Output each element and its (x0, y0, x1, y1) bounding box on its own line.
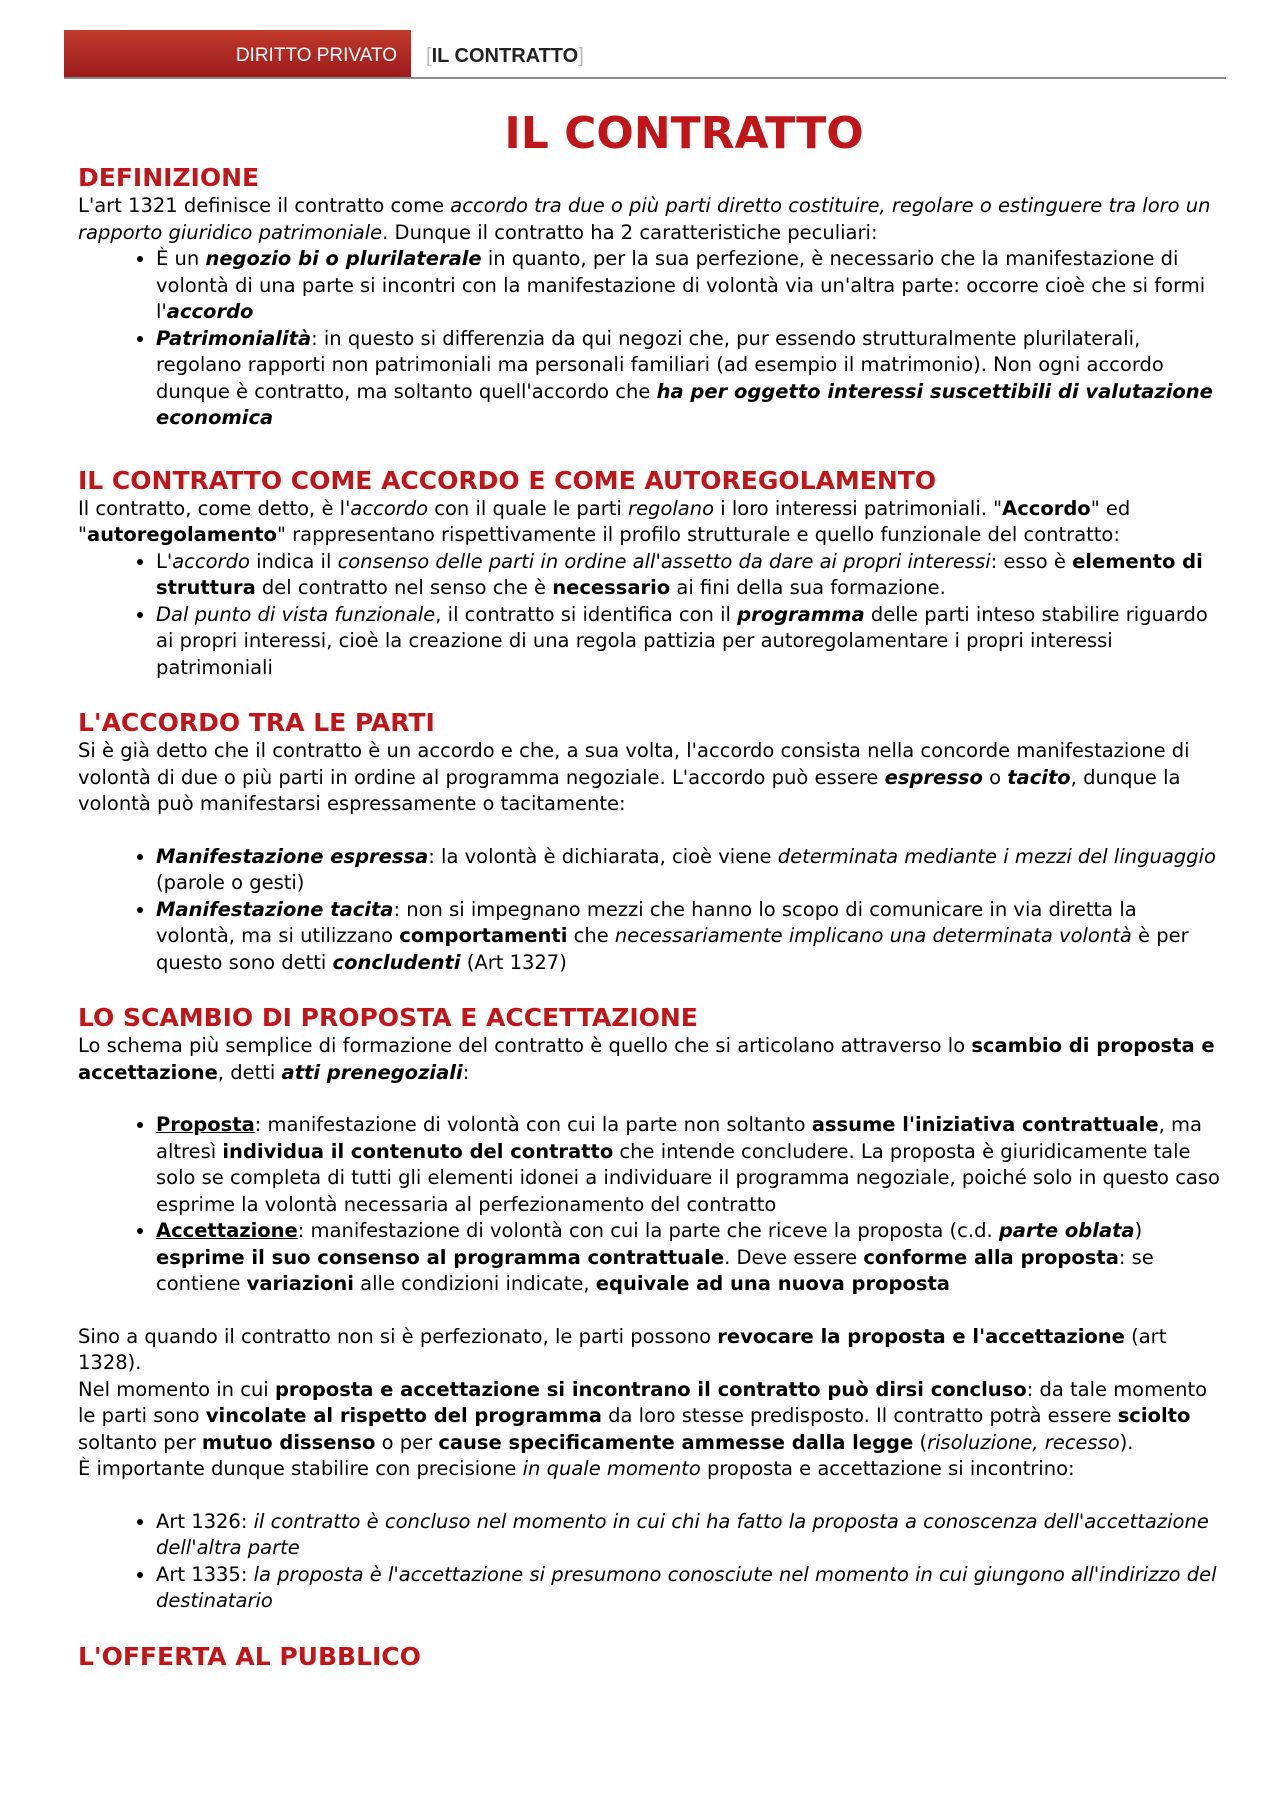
paragraph: Si è già detto che il contratto è un accordo e che, a sua volta, l'accordo consista nella concorde manifestazione di volontà di due o più parti in ordine al programma negoziale. L'accordo può essere espresso o tacito, dunque la volontà può manifestarsi espressamente o tacitamente: (78, 739, 1190, 815)
bullet-list (78, 246, 1220, 432)
list-item: • Manifestazione tacita: non si impegnano mezzi che hanno lo scopo di comunicare in via diretta la volontà, ma si utilizzano comportamenti che necessariamente implicano una determinata volontà è per questo sono detti concludenti (Art 1327) (156, 897, 1220, 977)
page-header (64, 30, 1226, 78)
list-item: • Accettazione: manifestazione di volontà con cui la parte che riceve la proposta (c.d. parte oblata) esprime il suo consenso al programma contrattuale. Deve essere conforme alla proposta: se contiene variazioni alle condizioni indicate, equivale ad una nuova proposta (156, 1218, 1220, 1298)
list-item: • È un negozio bi o plurilaterale in quanto, per la sua perfezione, è necessario che la manifestazione di volontà di una parte si incontri con la manifestazione di volontà via un'altra parte: occorre cioè che si formi l'accordo (156, 246, 1220, 326)
section-heading-proposta-accettazione: LO SCAMBIO DI PROPOSTA E ACCETTAZIONE (78, 1003, 698, 1032)
paragraph: Sino a quando il contratto non si è perfezionato, le parti possono revocare la proposta e l'accettazione (art 1328). (78, 1324, 1167, 1374)
paragraph: Il contratto, come detto, è l'accordo con il quale le parti regolano i loro interessi patrimoniali. "Accordo" ed "autoregolamento" rappresentano rispettivamente il profilo strutturale e quello funzionale del contratto: (78, 496, 1131, 546)
document-body (78, 105, 1220, 1672)
bullet-list (78, 549, 1220, 682)
section-heading-accordo-autoregolamento: IL CONTRATTO COME ACCORDO E COME AUTOREGOLAMENTO (78, 465, 937, 495)
header-course-label: DIRITTO PRIVATO (235, 45, 397, 66)
bullet-list (78, 1509, 1220, 1615)
document-title: IL CONTRATTO (504, 108, 864, 159)
section-heading-accordo-tra-le-parti: L'ACCORDO TRA LE PARTI (78, 708, 435, 737)
paragraph: Lo schema più semplice di formazione del contratto è quello che si articolano attraverso lo scambio di proposta e accettazione, detti atti prenegoziali: (78, 1034, 1215, 1084)
list-item: • Dal punto di vista funzionale, il contratto si identifica con il programma delle parti inteso stabilire riguardo ai propri interessi, cioè la creazione di una regola pattizia per autoregolamentare i propri interessi patrimoniali (156, 602, 1220, 682)
list-item: • Proposta: manifestazione di volontà con cui la parte non soltanto assume l'iniziativa contrattuale, ma altresì individua il contenuto del contratto che intende concludere. La proposta è giuridicamente tale solo se completa di tutti gli elementi idonei a individuare il programma negoziale, poiché solo in questo caso esprime la volontà necessaria al perfezionamento del contratto (156, 1112, 1220, 1218)
paragraph: L'art 1321 definisce il contratto come accordo tra due o più parti diretto costituire, regolare o estinguere tra loro un rapporto giuridico patrimoniale. Dunque il contratto ha 2 caratteristiche peculiari: (78, 194, 1211, 244)
list-item: • Manifestazione espressa: la volontà è dichiarata, cioè viene determinata mediante i mezzi del linguaggio (parole o gesti) (156, 844, 1220, 897)
bullet-list (78, 844, 1220, 977)
list-item: • Art 1335: la proposta è l'accettazione si presumono conosciute nel momento in cui giungono all'indirizzo del destinatario (156, 1562, 1220, 1615)
section-heading-definizione: DEFINIZIONE (78, 163, 260, 192)
header-doc-label: [IL CONTRATTO] (426, 45, 584, 67)
section-heading-offerta-al-pubblico: L'OFFERTA AL PUBBLICO (78, 1641, 421, 1671)
header-rule (64, 77, 1226, 79)
paragraph: È importante dunque stabilire con precisione in quale momento proposta e accettazione si incontrino: (78, 1457, 1075, 1480)
bullet-list (78, 1112, 1220, 1298)
paragraph: Nel momento in cui proposta e accettazione si incontrano il contratto può dirsi concluso: da tale momento le parti sono vincolate al rispetto del programma da loro stesse predisposto. Il contratto potrà essere sciolto soltanto per mutuo dissenso o per cause specificamente ammesse dalla legge (risoluzione, recesso). (78, 1377, 1208, 1454)
list-item: • L'accordo indica il consenso delle parti in ordine all'assetto da dare ai propri interessi: esso è elemento di struttura del contratto nel senso che è necessario ai fini della sua formazione. (156, 549, 1220, 602)
list-item: • Art 1326: il contratto è concluso nel momento in cui chi ha fatto la proposta a conoscenza dell'accettazione dell'altra parte (156, 1509, 1220, 1562)
list-item: • Patrimonialità: in questo si differenzia da qui negozi che, pur essendo strutturalmente plurilaterali, regolano rapporti non patrimoniali ma personali familiari (ad esempio il matrimonio). Non ogni accordo dunque è contratto, ma soltanto quell'accordo che ha per oggetto interessi suscettibili di valutazione economica (156, 326, 1220, 432)
